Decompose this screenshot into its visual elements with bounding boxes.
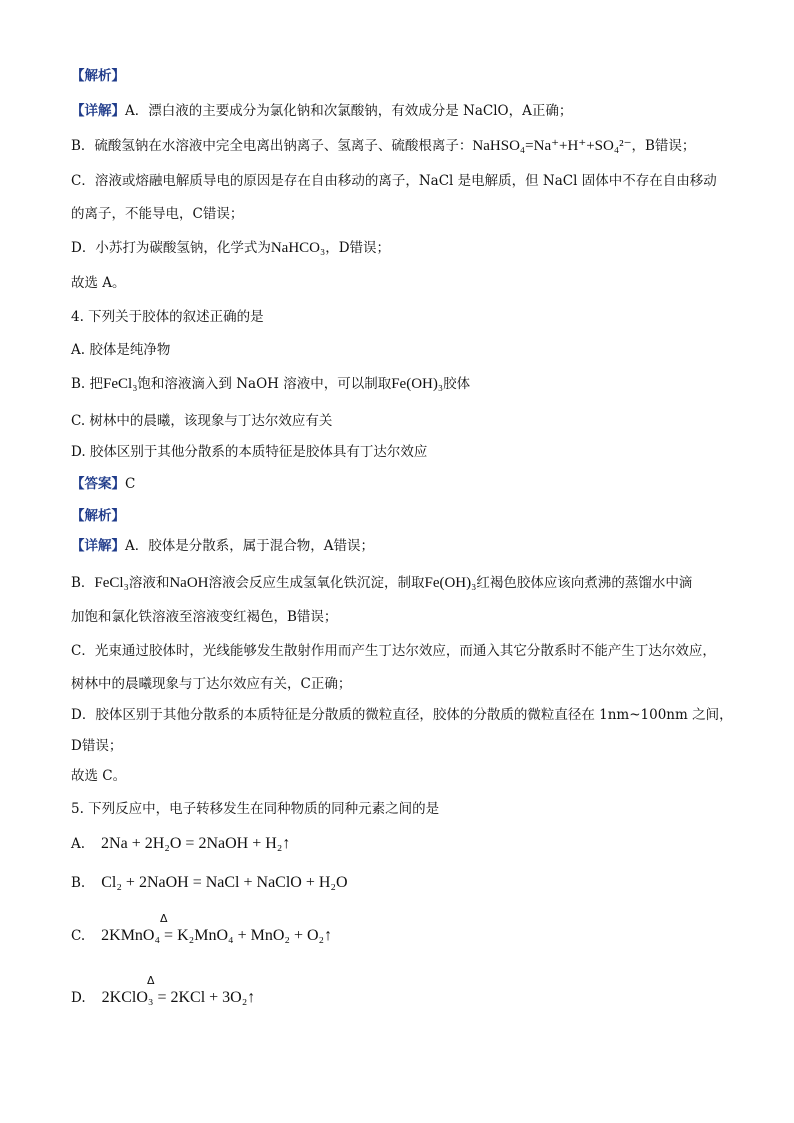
- nahso4-equation: NaHSO₄=Na⁺+H⁺+SO₄²⁻: [472, 138, 632, 154]
- equation-c: 2KMnO₄ = K₂MnO₄ + MnO₂ + O₂↑: [101, 927, 333, 944]
- question-4-option-a: A. 胶体是纯净物: [71, 342, 171, 358]
- detail-line-b: [71, 136, 734, 156]
- option-b-mid: 饱和溶液滴入到 NaOH 溶液中，可以制取: [137, 376, 392, 392]
- detail2-line-d2: D错误；: [71, 738, 123, 754]
- answer-value: C: [125, 476, 136, 492]
- question-4-option-b: [71, 374, 734, 394]
- heat-triangle-d: Δ: [147, 974, 155, 987]
- detail-tag: 【详解】: [71, 103, 125, 119]
- detail-b-end: ，B错误；: [631, 138, 696, 154]
- question-5-option-c: [71, 926, 734, 946]
- question-4-option-c: C. 树林中的晨曦，该现象与丁达尔效应有关: [71, 413, 333, 429]
- detail-line-c1: C．溶液或熔融电解质导电的原因是存在自由移动的离子，NaCl 是电解质，但 NaCl 固体中不存在自由移动: [71, 173, 717, 189]
- question-4-stem: 4. 下列关于胶体的叙述正确的是: [71, 309, 264, 325]
- question-4-option-d: D. 胶体区别于其他分散系的本质特征是胶体具有丁达尔效应: [71, 444, 428, 460]
- detail2-b-prefix: B．: [71, 575, 95, 591]
- detail2-line-b2: 加饱和氯化铁溶液至溶液变红褐色，B错误；: [71, 609, 338, 625]
- answer-line: [71, 474, 734, 494]
- conclusion-3: 故选 A。: [71, 275, 126, 291]
- option-c-label: C.: [71, 928, 86, 944]
- detail2-line-d1: D．胶体区别于其他分散系的本质特征是分散质的微粒直径，胶体的分散质的微粒直径在 1nm~100nm 之间，: [71, 707, 733, 723]
- nahco3-formula: NaHCO₃: [270, 240, 326, 256]
- detail2-b-mid2: 溶液会反应生成氢氧化铁沉淀，制取: [208, 575, 425, 591]
- conclusion-4: 故选 C。: [71, 768, 127, 784]
- option-d-label: D.: [71, 990, 86, 1006]
- equation-b: Cl₂ + 2NaOH = NaCl + NaClO + H₂O: [101, 874, 348, 891]
- option-b-prefix: B. 把: [71, 376, 104, 392]
- question-5-stem: 5. 下列反应中，电子转移发生在同种物质的同种元素之间的是: [71, 801, 440, 817]
- detail-line-c2: 的离子，不能导电，C错误；: [71, 206, 244, 222]
- equation-a: 2Na + 2H₂O = 2NaOH + H₂↑: [101, 835, 291, 852]
- heat-triangle-c: Δ: [160, 912, 168, 925]
- option-b-end: 胶体: [443, 376, 471, 392]
- option-b-label: B.: [71, 875, 86, 891]
- answer-tag: 【答案】: [71, 476, 125, 492]
- detail-d-end: ，D错误；: [325, 240, 391, 256]
- option-a-label: A.: [71, 836, 86, 852]
- detail2-b-mid1: 溶液和: [128, 575, 170, 591]
- detail2-line-c2: 树林中的晨曦现象与丁达尔效应有关，C正确；: [71, 676, 352, 692]
- equation-d: 2KClO₃ = 2KCl + 3O₂↑: [101, 989, 256, 1006]
- detail-d-text: D．小苏打为碳酸氢钠，化学式为: [71, 240, 271, 256]
- feoh3-formula-2: Fe(OH)₃: [424, 575, 477, 591]
- detail-b-text: B．硫酸氢钠在水溶液中完全电离出钠离子、氢离子、硫酸根离子：: [71, 138, 473, 154]
- detail2-a-text: A．胶体是分散系，属于混合物，A错误；: [125, 538, 374, 554]
- fecl3-formula: FeCl₃: [103, 376, 138, 392]
- detail2-line-a: [71, 536, 734, 556]
- fecl3-formula-2: FeCl₃: [94, 575, 129, 591]
- detail2-line-b: [71, 573, 734, 593]
- question-5-option-b: [71, 873, 734, 893]
- question-5-option-d: [71, 988, 734, 1008]
- explanation-heading-1: 【解析】: [71, 68, 125, 84]
- detail2-b-end: 红褐色胶体应该向煮沸的蒸馏水中滴: [476, 575, 693, 591]
- naoh-formula: NaOH: [169, 575, 209, 591]
- detail-a-text: A．漂白液的主要成分为氯化钠和次氯酸钠，有效成分是 NaClO，A正确；: [125, 103, 573, 119]
- question-5-option-a: [71, 834, 734, 854]
- detail2-line-c1: C．光束通过胶体时，光线能够发生散射作用而产生丁达尔效应，而通入其它分散系时不能产生丁达尔效应，: [71, 643, 716, 659]
- detail-line-a: [71, 101, 734, 121]
- feoh3-formula: Fe(OH)₃: [391, 376, 444, 392]
- detail-line-d: [71, 238, 734, 258]
- explanation-heading-2: 【解析】: [71, 508, 125, 524]
- detail2-tag: 【详解】: [71, 538, 125, 554]
